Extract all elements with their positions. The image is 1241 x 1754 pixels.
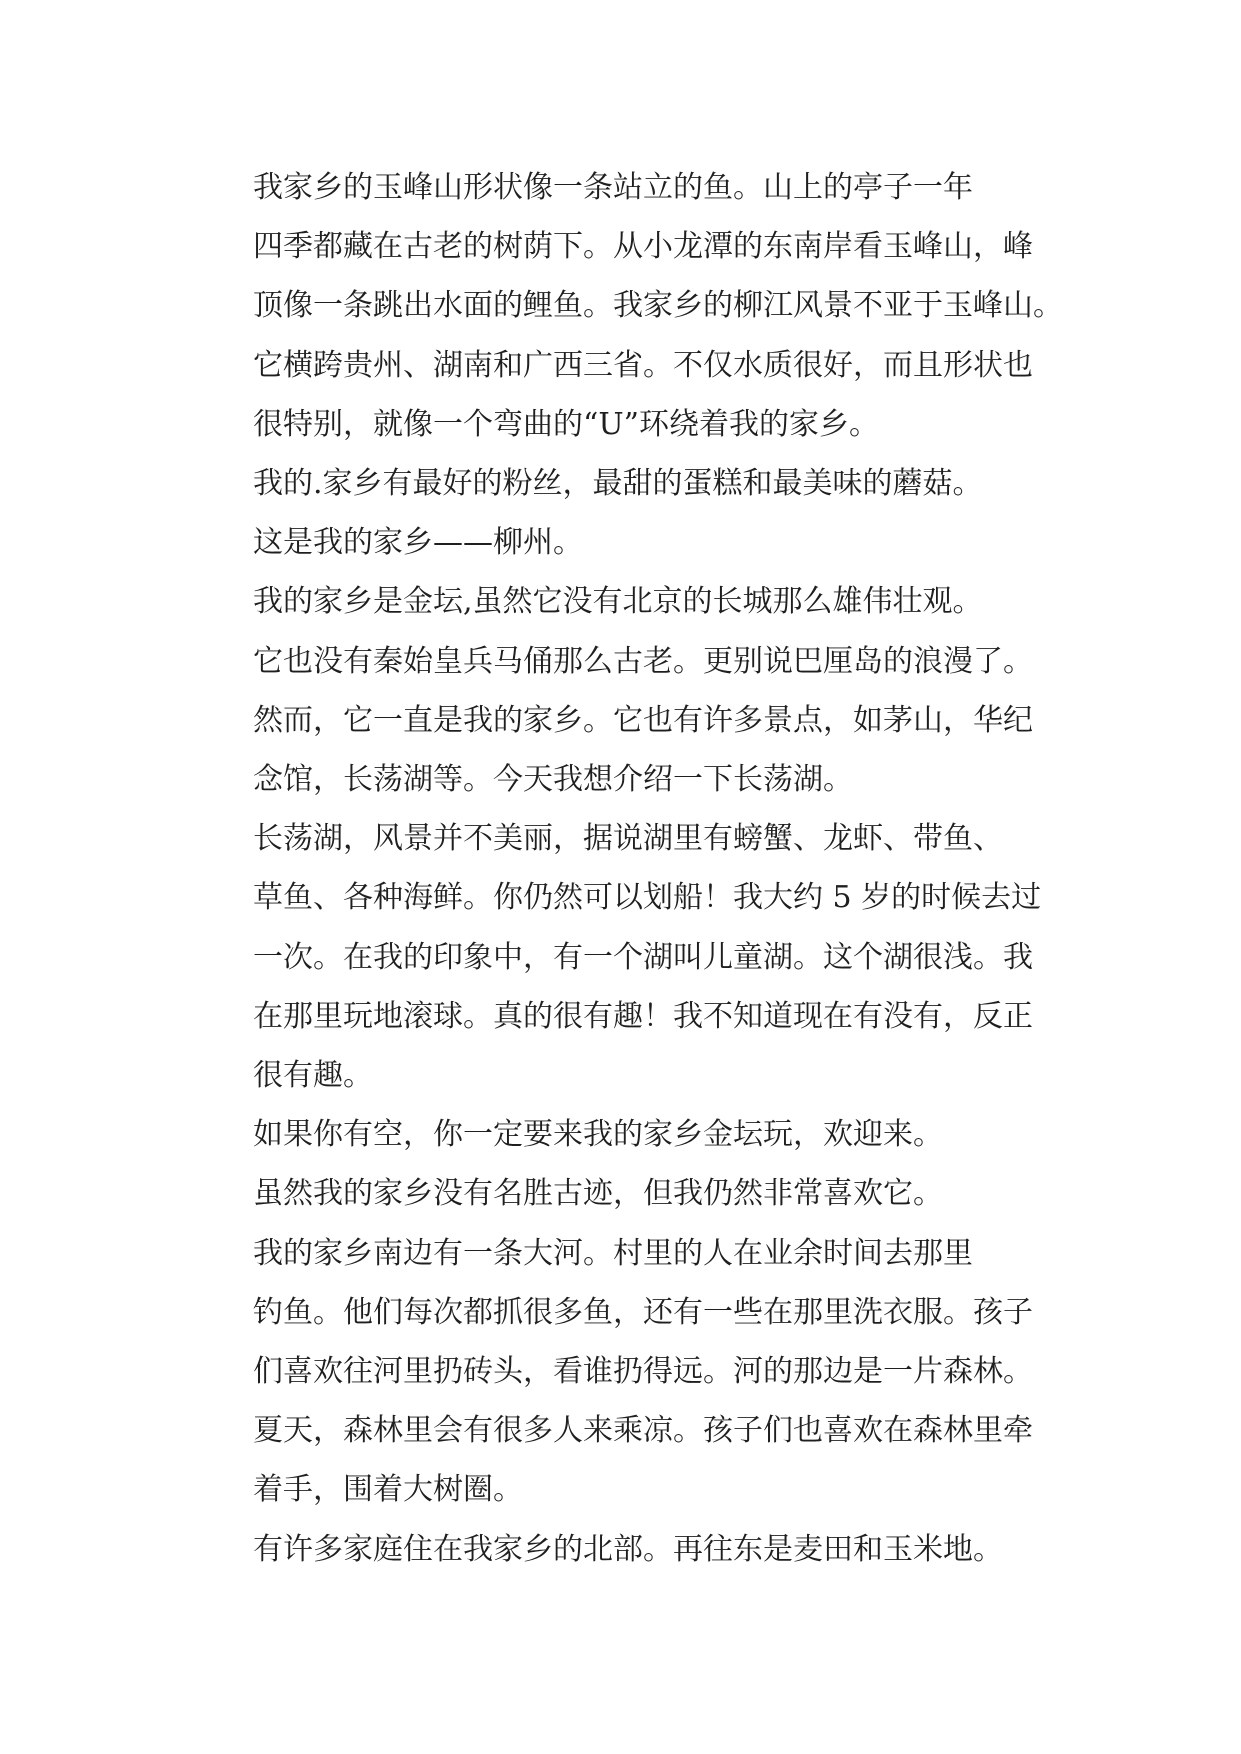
paragraph-line: 长荡湖，风景并不美丽，据说湖里有螃蟹、龙虾、带鱼、 <box>253 821 1003 857</box>
paragraph-line: 我的家乡南边有一条大河。村里的人在业余时间去那里 <box>253 1235 973 1271</box>
paragraph-line: 我的家乡是金坛,虽然它没有北京的长城那么雄伟壮观。 <box>253 584 983 620</box>
paragraph-line: 草鱼、各种海鲜。你仍然可以划船！我大约 5 岁的时候去过 <box>253 880 1042 916</box>
paragraph-line: 们喜欢往河里扔砖头，看谁扔得远。河的那边是一片森林。 <box>253 1354 1033 1390</box>
paragraph-4 <box>189 572 1089 809</box>
paragraph-line: 这是我的家乡——柳州。 <box>253 525 583 561</box>
paragraph-line: 如果你有空，你一定要来我的家乡金坛玩，欢迎来。 <box>253 1117 943 1153</box>
paragraph-5 <box>189 809 1089 1105</box>
paragraph-line: 虽然我的家乡没有名胜古迹，但我仍然非常喜欢它。 <box>253 1176 943 1212</box>
paragraph-line: 念馆，长荡湖等。今天我想介绍一下长荡湖。 <box>253 762 853 798</box>
paragraph-line: 着手，围着大树圈。 <box>253 1472 523 1508</box>
paragraph-6 <box>189 1105 1089 1164</box>
paragraph-line: 然而，它一直是我的家乡。它也有许多景点，如茅山，华纪 <box>253 702 1033 738</box>
paragraph-line: 很特别，就像一个弯曲的“U”环绕着我的家乡。 <box>253 406 879 442</box>
paragraph-line: 钓鱼。他们每次都抓很多鱼，还有一些在那里洗衣服。孩子 <box>253 1294 1033 1330</box>
paragraph-1 <box>189 158 1089 454</box>
document-body <box>189 158 1089 1579</box>
paragraph-line: 我的.家乡有最好的粉丝，最甜的蛋糕和最美味的蘑菇。 <box>253 466 983 502</box>
paragraph-line: 很有趣。 <box>253 1058 373 1094</box>
paragraph-line: 它也没有秦始皇兵马俑那么古老。更别说巴厘岛的浪漫了。 <box>253 643 1033 679</box>
paragraph-line: 四季都藏在古老的树荫下。从小龙潭的东南岸看玉峰山，峰 <box>253 229 1033 265</box>
paragraph-line: 顶像一条跳出水面的鲤鱼。我家乡的柳江风景不亚于玉峰山。 <box>253 288 1063 324</box>
paragraph-line: 它横跨贵州、湖南和广西三省。不仅水质很好，而且形状也 <box>253 347 1033 383</box>
paragraph-3 <box>189 513 1089 572</box>
paragraph-line: 一次。在我的印象中，有一个湖叫儿童湖。这个湖很浅。我 <box>253 939 1033 975</box>
paragraph-line: 有许多家庭住在我家乡的北部。再往东是麦田和玉米地。 <box>253 1531 1003 1567</box>
paragraph-7 <box>189 1164 1089 1223</box>
paragraph-9 <box>189 1520 1089 1579</box>
paragraph-line: 夏天，森林里会有很多人来乘凉。孩子们也喜欢在森林里牵 <box>253 1413 1033 1449</box>
paragraph-line: 在那里玩地滚球。真的很有趣！我不知道现在有没有，反正 <box>253 998 1033 1034</box>
paragraph-8 <box>189 1224 1089 1520</box>
paragraph-line: 我家乡的玉峰山形状像一条站立的鱼。山上的亭子一年 <box>253 170 973 205</box>
paragraph-2 <box>189 454 1089 513</box>
